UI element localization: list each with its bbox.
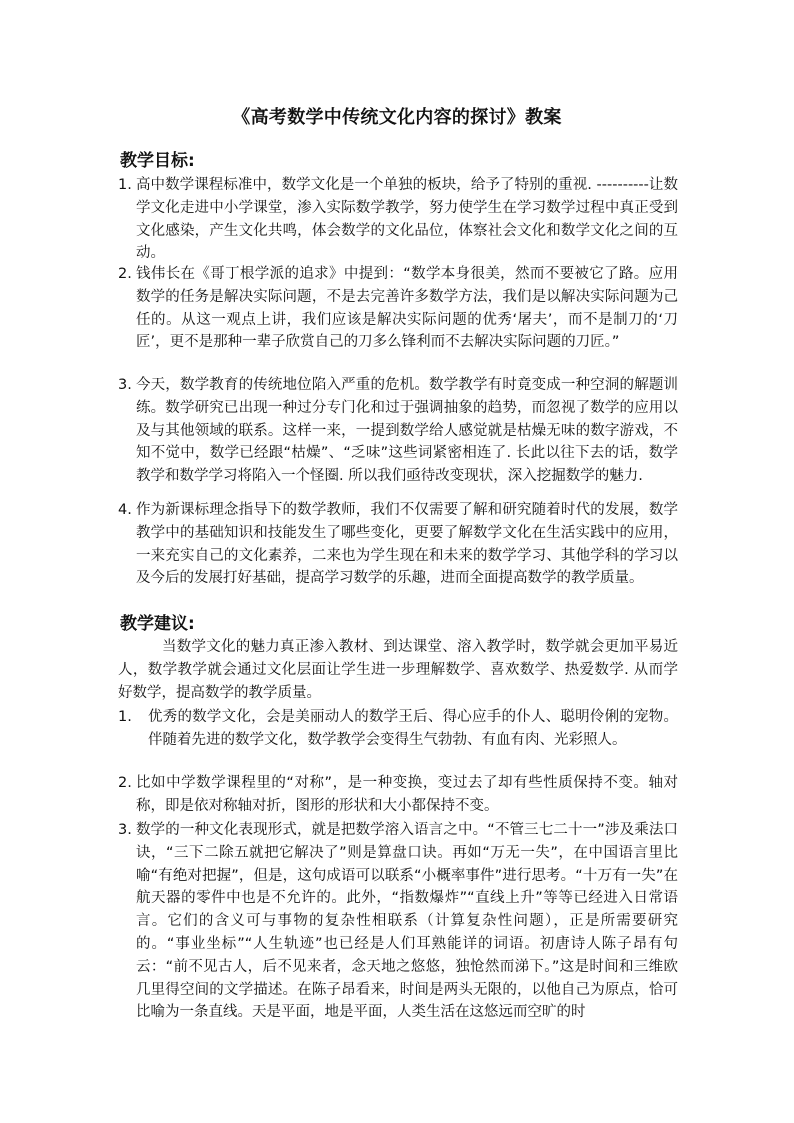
suggestion-item-1 xyxy=(118,706,678,752)
item-text: 优秀的数学文化，会是美丽动人的数学王后、得心应手的仆人、聪明伶俐的宠物。伴随着先进的数学文化，数学教学会变得生气勃勃、有血有肉、光彩照人。 xyxy=(148,709,678,748)
item-number: 3. xyxy=(118,377,132,393)
section-heading-objectives: 教学目标: xyxy=(120,151,195,171)
item-number: 1. xyxy=(118,709,132,725)
suggestion-item-3 xyxy=(118,819,678,1024)
item-text: 高中数学课程标准中，数学文化是一个单独的板块，给予了特别的重视. ----------让数学文化走进中小学课堂，渗入实际数学教学，努力使学生在学习数学过程中真正受到文化感染，产生文化共鸣，体会数学的文化品位，体察社会文化和数学文化之间的互动。 xyxy=(136,177,678,262)
suggestion-item-2 xyxy=(118,772,678,818)
item-number: 2. xyxy=(118,266,132,282)
objective-item-3 xyxy=(118,374,678,488)
item-number: 1. xyxy=(118,177,132,193)
item-text: 数学的一种文化表现形式，就是把数学溶入语言之中。“不管三七二十一”涉及乘法口诀，“三下二除五就把它解决了”则是算盘口诀。再如“万无一失”，在中国语言里比喻“有绝对把握”，但是，这句成语可以联系“小概率事件”进行思考。“十万有一失”在航天器的零件中也是不允许的。此外，“指数爆炸”“直线上升”等等已经进入日常语言。它们的含义可与事物的复杂性相联系（计算复杂性问题），正是所需要研究的。“事业坐标”“人生轨迹”也已经是人们耳熟能详的词语。初唐诗人陈子昂有句云：“前不见古人，后不见来者，念天地之悠悠，独怆然而涕下。”这是时间和三维欧几里得空间的文学描述。在陈子昂看来，时间是两头无限的，以他自己为原点，恰可比喻为一条直线。天是平面，地是平面，人类生活在这悠远而空旷的时 xyxy=(136,822,678,1021)
section-heading-suggestions: 教学建议: xyxy=(120,614,195,634)
item-text: 比如中学数学课程里的“对称”，是一种变换，变过去了却有些性质保持不变。轴对称，即是依对称轴对折，图形的形状和大小都保持不变。 xyxy=(136,775,678,814)
suggestion-intro: 当数学文化的魅力真正渗入教材、到达课堂、溶入教学时，数学就会更加平易近人，数学教学就会通过文化层面让学生进一步理解数学、喜欢数学、热爱数学. 从而学好数学，提高数学的教学质量。 xyxy=(118,639,678,701)
item-number: 3. xyxy=(118,822,132,838)
item-number: 2. xyxy=(118,775,132,791)
objective-item-4 xyxy=(118,499,678,590)
item-text: 钱伟长在《哥丁根学派的追求》中提到：“数学本身很美，然而不要被它了路。应用数学的任务是解决实际问题，不是去完善许多数学方法，我们是以解决实际问题为己任的。从这一观点上讲，我们应该是解决实际问题的优秀‘屠夫’，而不是制刀的‘刀匠’，更不是那种一辈子欣赏自己的刀多么锋利而不去解决实际问题的刀匠。” xyxy=(136,266,678,351)
item-text: 今天，数学教育的传统地位陷入严重的危机。数学教学有时竟变成一种空洞的解题训练。数学研究已出现一种过分专门化和过于强调抽象的趋势，而忽视了数学的应用以及与其他领域的联系。这样一来，一提到数学给人感觉就是枯燥无味的数字游戏，不知不觉中，数学已经跟“枯燥”、“乏味”这些词紧密相连了. 长此以往下去的话，数学教学和数学学习将陷入一个怪圈. 所以我们亟待改变现状，深入挖掘数学的魅力. xyxy=(136,377,678,485)
objective-item-2 xyxy=(118,263,678,354)
document-title: 《高考数学中传统文化内容的探讨》教案 xyxy=(232,107,562,128)
item-text: 作为新课标理念指导下的数学教师，我们不仅需要了解和研究随着时代的发展，数学教学中的基础知识和技能发生了哪些变化，更要了解数学文化在生活实践中的应用，一来充实自己的文化素养，二来也为学生现在和未来的数学学习、其他学科的学习以及今后的发展打好基础，提高学习数学的乐趣，进而全面提高数学的教学质量。 xyxy=(136,502,678,587)
objective-item-1 xyxy=(118,174,678,265)
item-number: 4. xyxy=(118,502,132,518)
